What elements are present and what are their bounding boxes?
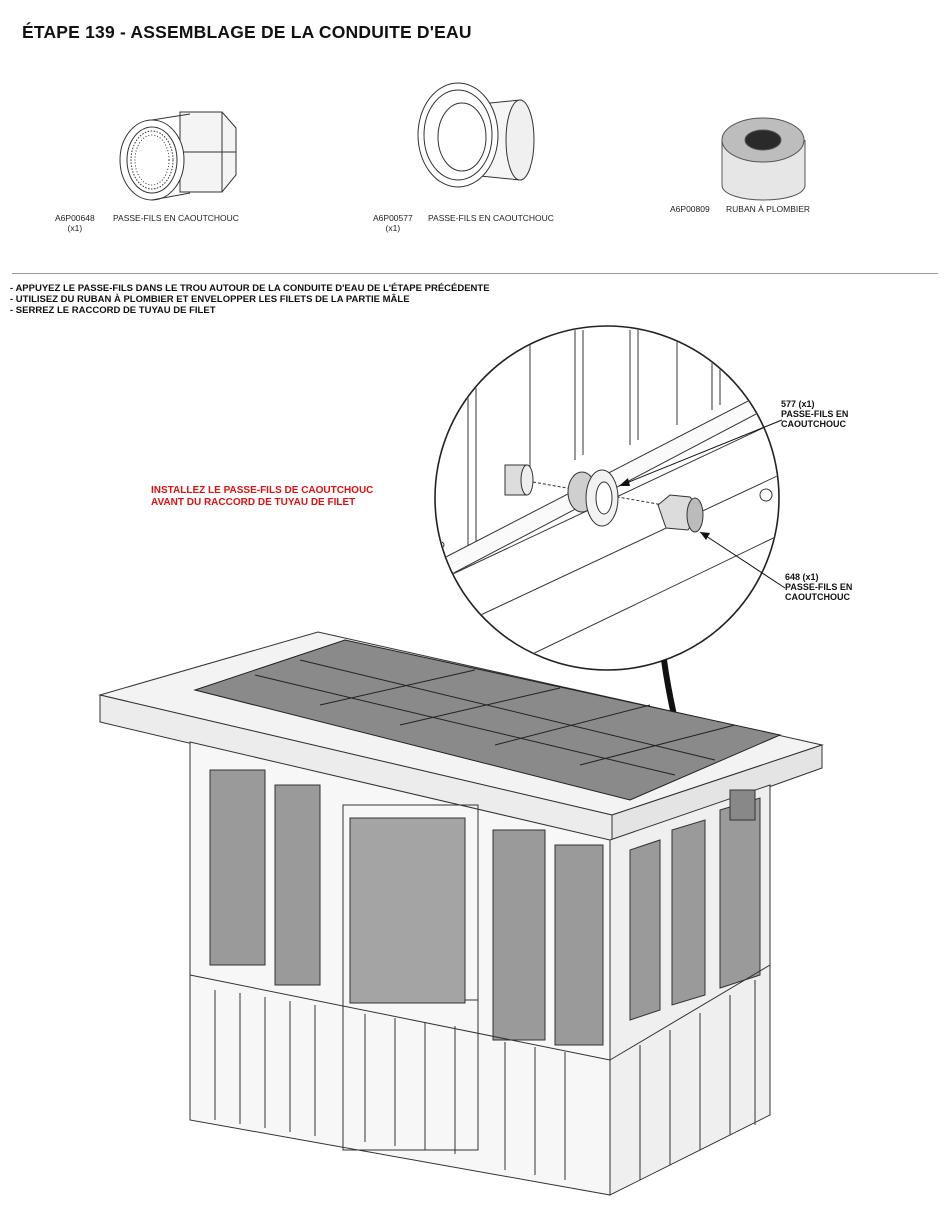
part-809-name: RUBAN À PLOMBIER xyxy=(726,204,811,214)
callout-qty: 648 (x1) xyxy=(785,572,819,582)
warning-line: INSTALLEZ LE PASSE-FILS DE CAOUTCHOUC xyxy=(151,485,374,496)
part-648-name: PASSE-FILS EN CAOUTCHOUC xyxy=(113,213,239,223)
plumber-tape-icon xyxy=(722,118,805,200)
page-title: ÉTAPE 139 - ASSEMBLAGE DE LA CONDUITE D'EAU xyxy=(22,22,472,42)
callout-qty: 577 (x1) xyxy=(781,399,815,409)
rubber-grommet-icon xyxy=(418,83,534,187)
section-divider xyxy=(12,273,938,274)
callout-line: PASSE-FILS EN xyxy=(781,409,849,419)
part-qty: (x1) xyxy=(385,223,401,233)
part-648-code xyxy=(55,213,95,233)
part-code: A6P00577 xyxy=(373,213,413,223)
callout-line: CAOUTCHOUC xyxy=(781,419,846,429)
part-809-code: A6P00809 xyxy=(670,204,710,214)
detail-magnifier xyxy=(435,326,790,670)
callout-line: PASSE-FILS EN xyxy=(785,582,853,592)
part-code: A6P00648 xyxy=(55,213,95,223)
callout-577 xyxy=(781,399,848,429)
part-577-name: PASSE-FILS EN CAOUTCHOUC xyxy=(428,213,554,223)
threaded-fitting-icon xyxy=(120,112,236,200)
instruction-list xyxy=(10,283,490,316)
gazebo-illustration xyxy=(100,632,822,1195)
instruction-item: - UTILISEZ DU RUBAN À PLOMBIER ET ENVELOPPER LES FILETS DE LA PARTIE MÂLE xyxy=(10,294,410,305)
instruction-item: - APPUYEZ LE PASSE-FILS DANS LE TROU AUTOUR DE LA CONDUITE D'EAU DE L'ÉTAPE PRÉCÉDENTE xyxy=(10,283,490,294)
warning-line: AVANT DU RACCORD DE TUYAU DE FILET xyxy=(151,496,356,508)
part-qty: (x1) xyxy=(67,223,83,233)
instruction-item: - SERREZ LE RACCORD DE TUYAU DE FILET xyxy=(10,305,216,316)
part-577-code xyxy=(373,213,413,233)
callout-648 xyxy=(785,572,852,602)
warning-note xyxy=(151,485,373,508)
callout-line: CAOUTCHOUC xyxy=(785,592,850,602)
